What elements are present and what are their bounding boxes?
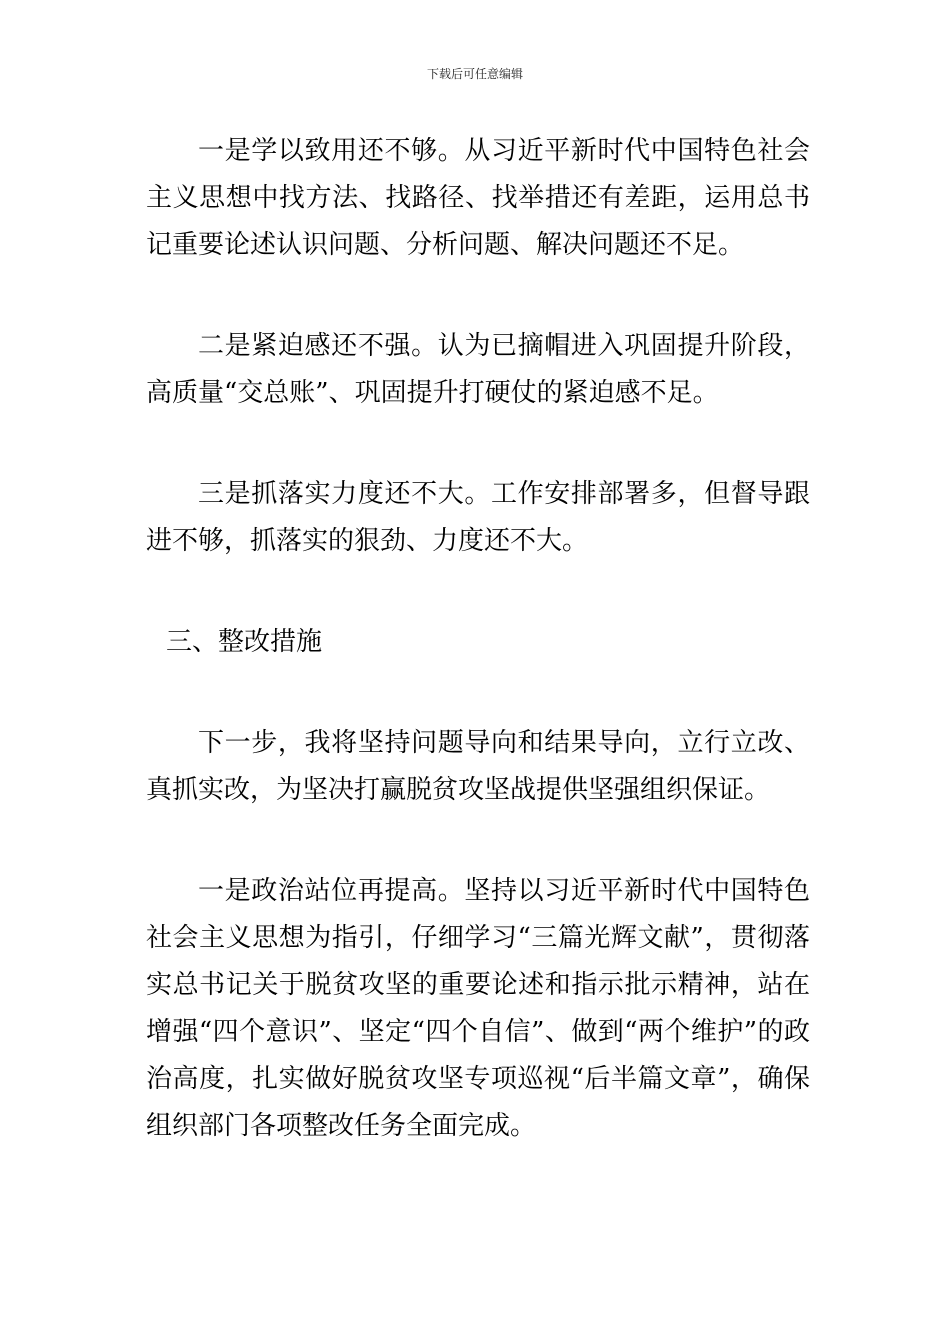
paragraph-2: 二是紧迫感还不强。认为已摘帽进入巩固提升阶段，高质量“交总账”、巩固提升打硬仗的紧迫感不足。 — [146, 331, 810, 408]
paragraph-3: 三是抓落实力度还不大。工作安排部署多，但督导跟进不够，抓落实的狠劲、力度还不大。 — [146, 479, 810, 556]
paragraph-4: 下一步，我将坚持问题导向和结果导向，立行立改、真抓实改，为坚决打赢脱贫攻坚战提供坚强组织保证。 — [146, 728, 810, 805]
document-body — [146, 128, 810, 1204]
section-heading: 三、整改措施 — [166, 627, 323, 657]
paragraph-1: 一是学以致用还不够。从习近平新时代中国特色社会主义思想中找方法、找路径、找举措还有差距，运用总书记重要论述认识问题、分析问题、解决问题还不足。 — [146, 136, 810, 260]
paragraph-5: 一是政治站位再提高。坚持以习近平新时代中国特色社会主义思想为指引，仔细学习“三篇光辉文献”，贯彻落实总书记关于脱贫攻坚的重要论述和指示批示精神，站在增强“四个意识”、坚定“四个自信”、做到“两个维护”的政治高度，扎实做好脱贫攻坚专项巡视“后半篇文章”，确保组织部门各项整改任务全面完成。 — [146, 876, 810, 1141]
page-header: 下载后可任意编辑 — [426, 67, 523, 81]
